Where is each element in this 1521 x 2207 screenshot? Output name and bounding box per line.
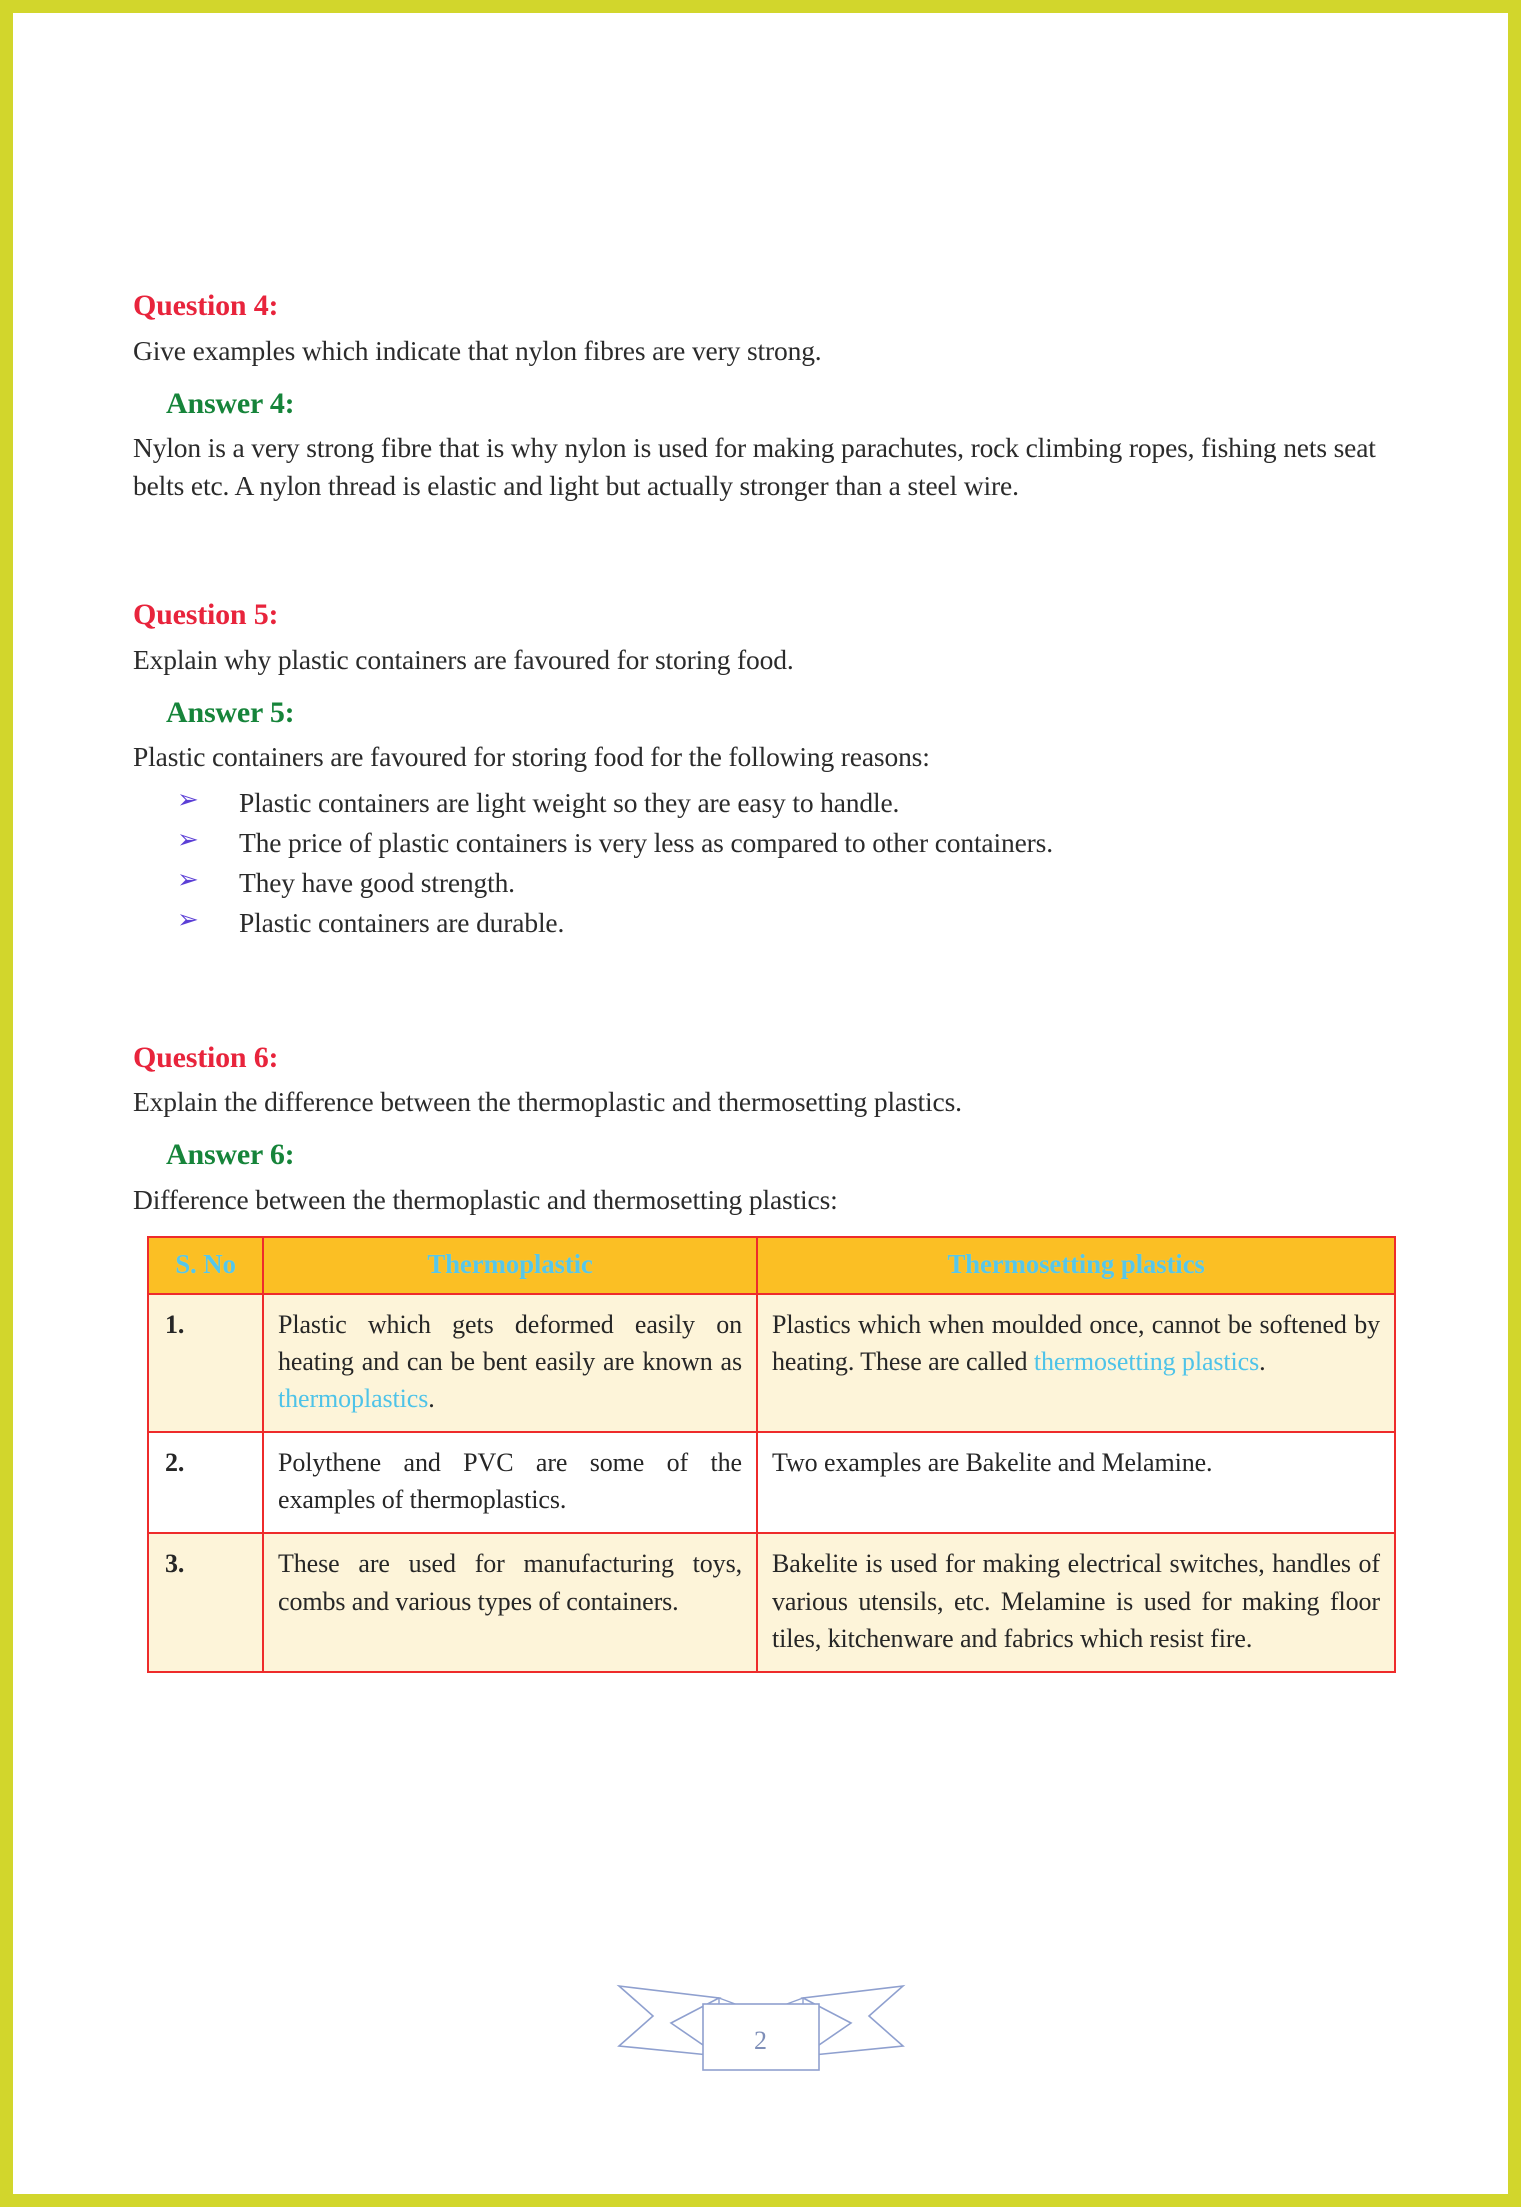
table-row [148, 1432, 1395, 1533]
table-cell-thermosetting [757, 1294, 1395, 1433]
question-5-heading: Question 5: [133, 598, 279, 631]
list-item [177, 863, 1408, 903]
table-header-cell-thermosetting: Thermosetting plastics [757, 1237, 1395, 1294]
page-canvas [13, 13, 1508, 2194]
table-cell-sno: 2. [148, 1432, 263, 1533]
cell-text: Plastics which when moulded once, cannot be softened by heating. These are called [772, 1309, 1380, 1376]
cell-text: Two examples are Bakelite and Melamine. [772, 1448, 1213, 1478]
page-footer [13, 1968, 1508, 2078]
table-row [148, 1294, 1395, 1433]
cell-highlight-term: thermosetting plastics [1033, 1346, 1260, 1376]
question-6-heading: Question 6: [133, 1040, 279, 1074]
table-body [148, 1294, 1395, 1672]
bullet-arrow-icon: ➢ [177, 904, 199, 935]
table-cell-thermoplastic [263, 1432, 757, 1533]
qa-section-6 [133, 1040, 1408, 1673]
document-content [133, 288, 1408, 1673]
table-row [148, 1533, 1395, 1672]
answer-5-intro: Plastic containers are favoured for storing food for the following reasons: [133, 741, 930, 773]
answer-4-text: Nylon is a very strong fibre that is why nylon is used for making parachutes, rock climbing ropes, fishing nets seat belts etc. A nylon thread is elastic and light but actually stronger than a steel wire. [133, 432, 1376, 502]
table-header [148, 1237, 1395, 1294]
table-cell-thermosetting [757, 1533, 1395, 1672]
cell-text-tail: . [428, 1383, 435, 1413]
table-cell-thermoplastic [263, 1294, 757, 1433]
cell-text: Plastic which gets deformed easily on heating and can be bent easily are known as [278, 1309, 742, 1376]
section-spacer [133, 505, 1408, 597]
list-item-label: They have good strength. [239, 866, 515, 898]
cell-text: Bakelite is used for making electrical switches, handles of various utensils, etc. Melamine is used for making floor tiles, kitchenware and fabrics which resist fire. [772, 1549, 1380, 1653]
list-item [177, 903, 1408, 943]
table-cell-thermoplastic [263, 1533, 757, 1672]
comparison-table [147, 1236, 1396, 1673]
qa-section-5 [133, 597, 1408, 943]
list-item-label: Plastic containers are light weight so they are easy to handle. [239, 787, 900, 819]
answer-6-intro: Difference between the thermoplastic and thermosetting plastics: [133, 1183, 838, 1215]
list-item [177, 783, 1408, 823]
section-spacer [133, 943, 1408, 1040]
question-4-text: Give examples which indicate that nylon fibres are very strong. [133, 334, 822, 366]
cell-highlight-term: thermoplastics [278, 1383, 429, 1413]
table-cell-sno: 1. [148, 1294, 263, 1433]
cell-text-tail: . [1259, 1346, 1266, 1376]
cell-text: These are used for manufacturing toys, combs and various types of containers. [278, 1549, 742, 1616]
table-header-cell-thermoplastic: Thermoplastic [263, 1237, 757, 1294]
answer-5-bullet-list [177, 783, 1408, 943]
bullet-arrow-icon: ➢ [177, 785, 199, 816]
table-cell-sno: 3. [148, 1533, 263, 1672]
qa-section-4 [133, 288, 1408, 505]
question-5-text: Explain why plastic containers are favoured for storing food. [133, 643, 794, 675]
cell-text: Polythene and PVC are some of the examples of thermoplastics. [278, 1448, 742, 1515]
list-item-label: Plastic containers are durable. [239, 906, 565, 938]
answer-6-heading: Answer 6: [166, 1138, 295, 1172]
table-header-cell-sno: S. No [148, 1237, 263, 1294]
page-number: 2 [754, 2026, 767, 2055]
question-6-text: Explain the difference between the thermoplastic and thermosetting plastics. [133, 1086, 962, 1118]
question-4-heading: Question 4: [133, 289, 279, 322]
bullet-arrow-icon: ➢ [177, 824, 199, 855]
ribbon-banner-icon [611, 1968, 911, 2078]
bullet-arrow-icon: ➢ [177, 864, 199, 895]
answer-5-heading: Answer 5: [166, 695, 295, 729]
table-cell-thermosetting [757, 1432, 1395, 1533]
list-item [177, 823, 1408, 863]
table-header-row [148, 1237, 1395, 1294]
list-item-label: The price of plastic containers is very less as compared to other containers. [239, 826, 1053, 858]
answer-4-heading: Answer 4: [166, 386, 295, 420]
